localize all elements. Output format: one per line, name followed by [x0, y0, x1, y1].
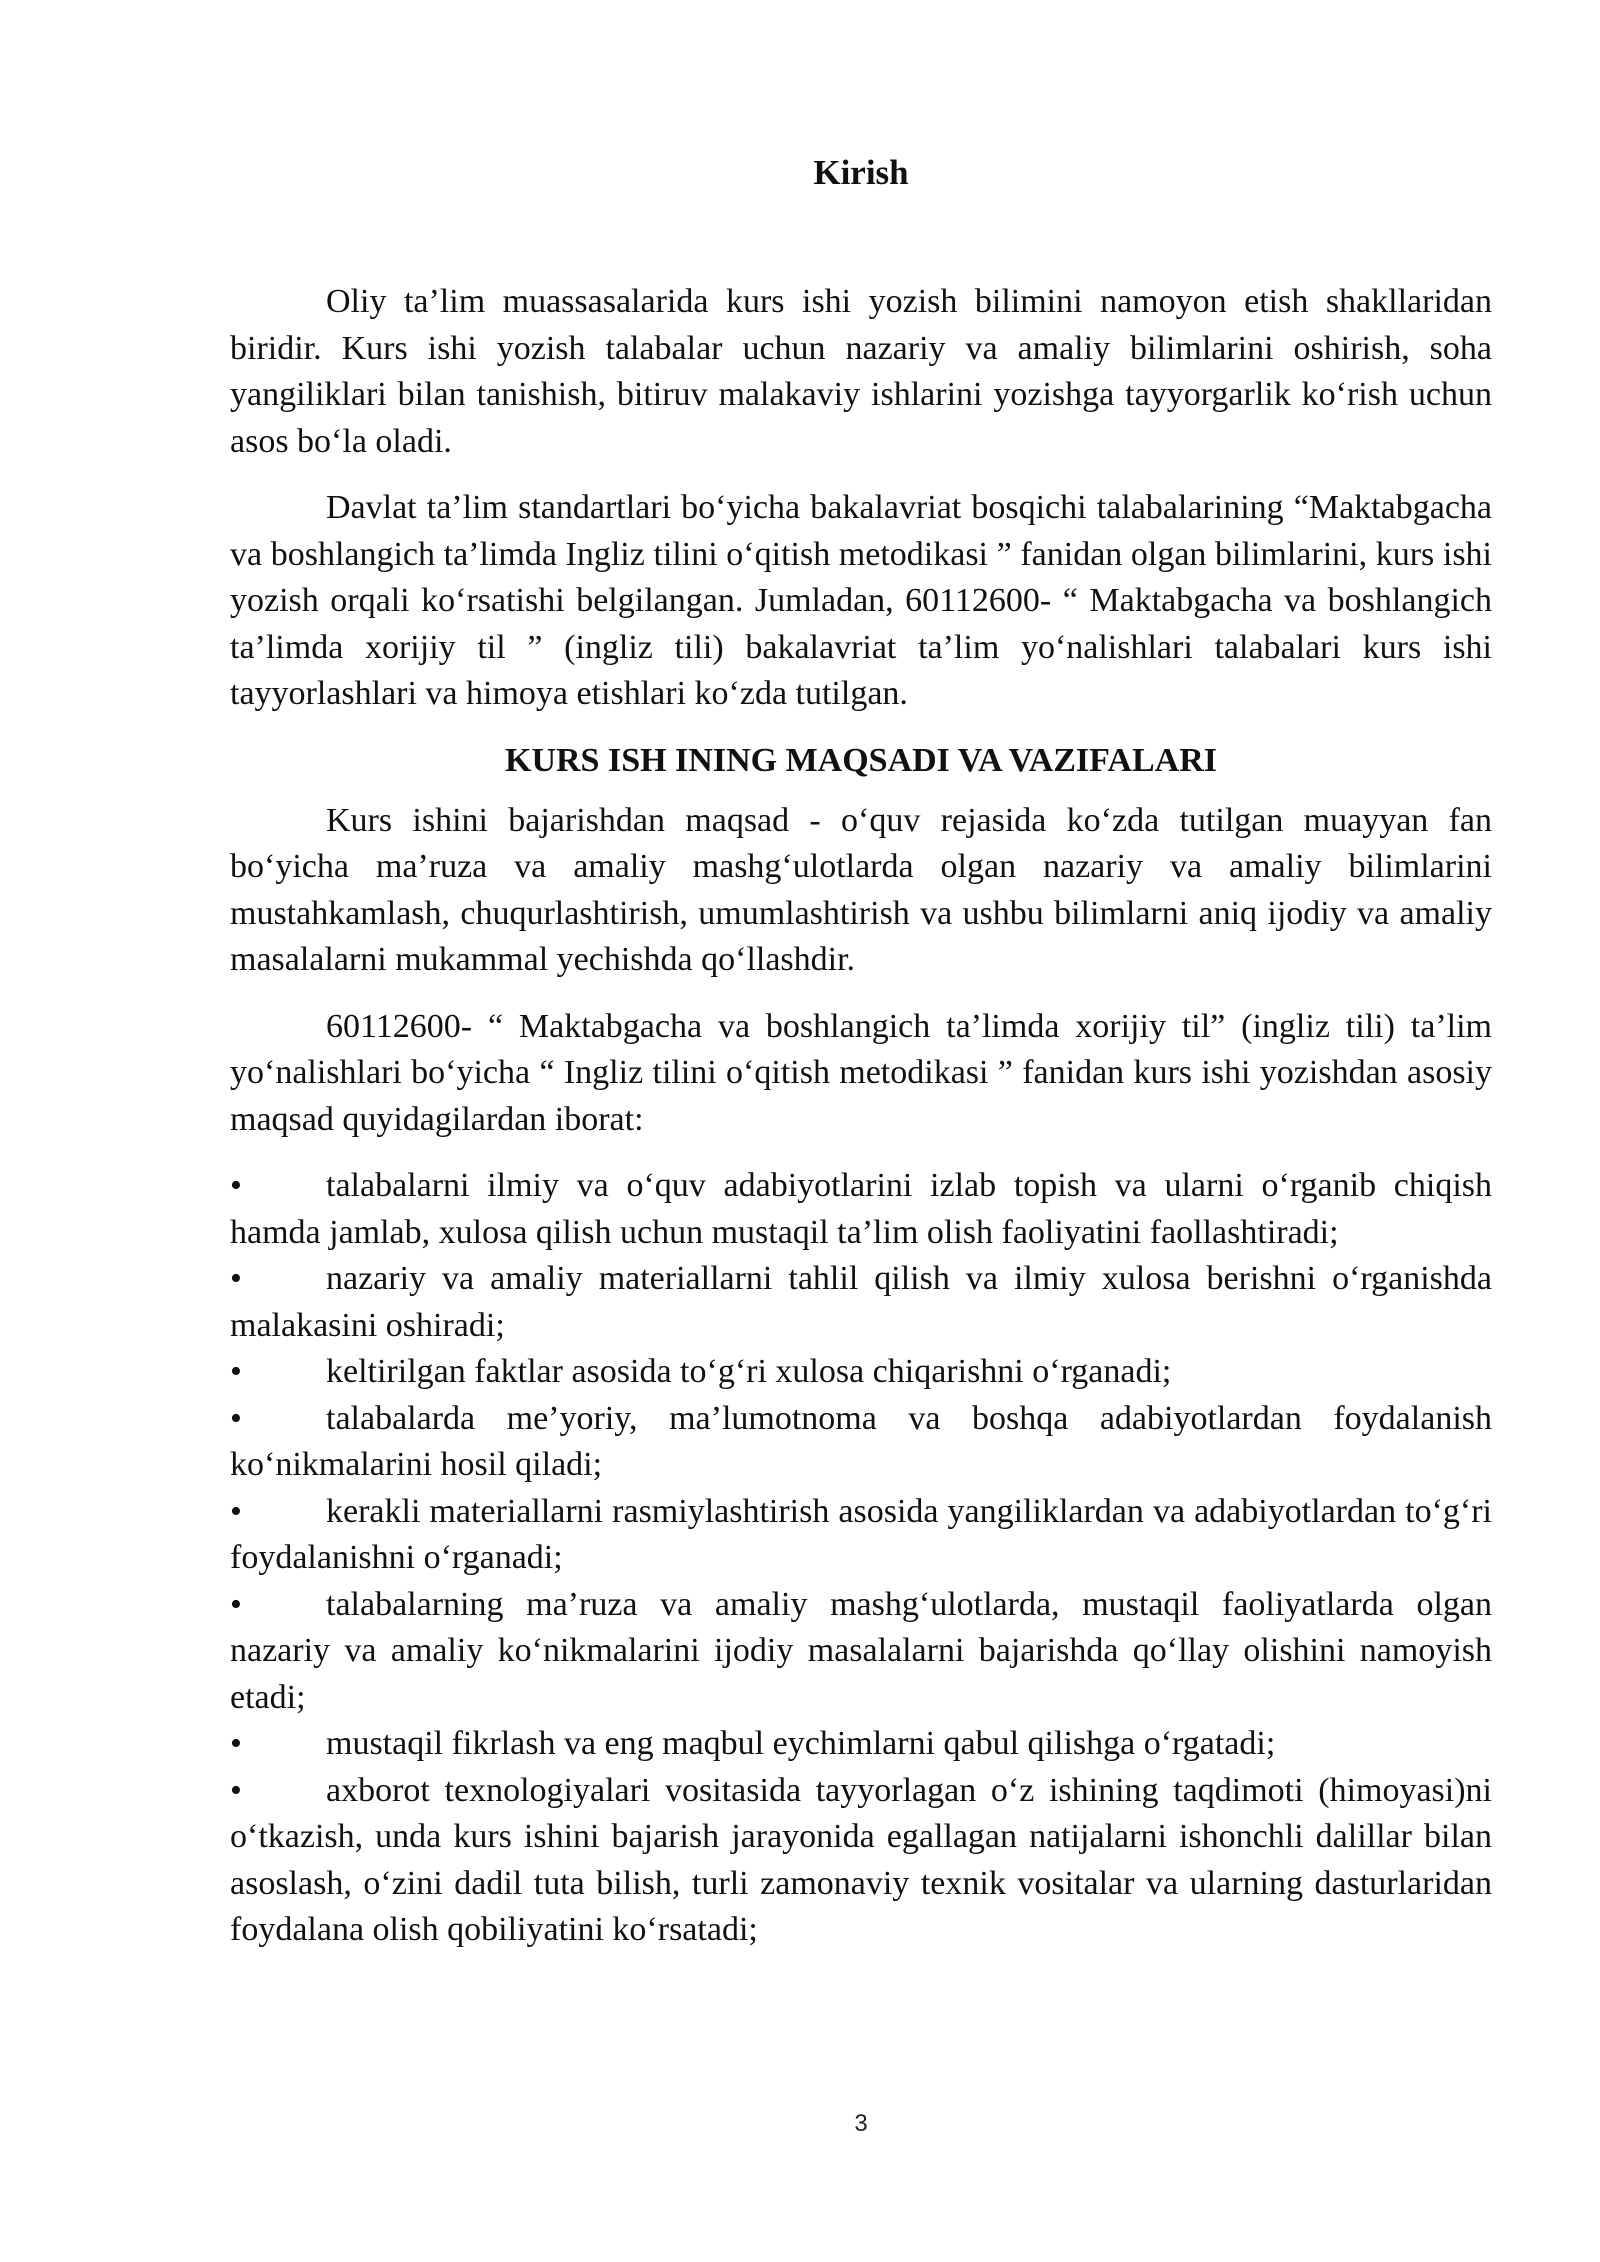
bullet-mark: • — [230, 1492, 242, 1530]
page-title: Kirish — [813, 153, 909, 192]
list-item-text: talabalarni ilmiy va o‘quv adabiyotlarini izlab topish va ularni o‘rganib chiqish hamda jamlab, xulosa qilish uchun mustaqil ta’lim olish faoliyatini faollashtiradi; — [230, 1167, 1492, 1251]
list-item — [230, 1256, 1492, 1349]
bullet-mark: • — [230, 1399, 242, 1437]
intro-paragraph: Davlat ta’lim standartlari bo‘yicha bakalavriat bosqichi talabalarining “Maktabgacha va boshlangich ta’limda Ingliz tilini o‘qitish metodikasi ” fanidan olgan bilimlarini, kurs ishi yozish orqali ko‘rsatishi belgilangan. Jumladan, 60112600- “ Maktabgacha va boshlangich ta’limda xorijiy til ” (ingliz tili) bakalavriat ta’lim yo‘nalishlari talabalari kurs ishi tayyorlashlari va himoya etishlari ko‘zda tutilgan. — [230, 489, 1492, 712]
list-item — [230, 1489, 1492, 1582]
list-item — [230, 1768, 1492, 1954]
intro-paragraph: Oliy ta’lim muassasalarida kurs ishi yozish bilimini namoyon etish shakllaridan biridir. Kurs ishi yozish talabalar uchun nazariy va amaliy bilimlarini oshirish, soha yangiliklari bilan tanishish, bitiruv malakaviy ishlarini yozishga tayyorgarlik ko‘rish uchun asos bo‘la oladi. — [230, 283, 1492, 460]
list-item-text: talabalarning ma’ruza va amaliy mashg‘ulotlarda, mustaqil faoliyatlarda olgan nazariy va amaliy ko‘nikmalarini ijodiy masalalarni bajarishda qo‘llay olishini namoyish etadi; — [230, 1585, 1492, 1716]
list-item — [230, 1349, 1492, 1396]
goals-list — [230, 1163, 1492, 1954]
list-item-text: nazariy va amaliy materiallarni tahlil qilish va ilmiy xulosa berishni o‘rganishda malakasini oshiradi; — [230, 1260, 1492, 1344]
list-item-text: talabalarda me’yoriy, ma’lumotnoma va boshqa adabiyotlardan foydalanish ko‘nikmalarini hosil qiladi; — [230, 1399, 1492, 1483]
bullet-mark: • — [230, 1771, 242, 1809]
list-item-text: mustaqil fikrlash va eng maqbul eychimlarni qabul qilishga o‘rgatadi; — [326, 1725, 1276, 1762]
list-item-text: axborot texnologiyalari vositasida tayyorlagan o‘z ishining taqdimoti (himoyasi)ni o‘tkazish, unda kurs ishini bajarish jarayonida egallagan natijalarni ishonchli dalillar bilan asoslash, o‘zini dadil tuta bilish, turli zamonaviy texnik vositalar va ularning dasturlaridan foydalana olish qobiliyatini ko‘rsatadi; — [230, 1771, 1492, 1948]
list-item — [230, 1582, 1492, 1722]
page-content — [230, 150, 1492, 1954]
bullet-mark: • — [230, 1585, 242, 1623]
page-number: 3 — [854, 2110, 868, 2137]
section-paragraph: 60112600- “ Maktabgacha va boshlangich ta’limda xorijiy til” (ingliz tili) ta’lim yo‘nalishlari bo‘yicha “ Ingliz tilini o‘qitish metodikasi ” fanidan kurs ishi yozishdan asosiy maqsad quyidagilardan iborat: — [230, 1007, 1492, 1138]
bullet-mark: • — [230, 1260, 242, 1297]
list-item — [230, 1163, 1492, 1256]
bullet-mark: • — [230, 1167, 242, 1204]
list-item-text: kerakli materiallarni rasmiylashtirish asosida yangiliklardan va adabiyotlardan to‘g‘ri foydalanishni o‘rganadi; — [230, 1492, 1492, 1576]
list-item — [230, 1721, 1492, 1768]
bullet-mark: • — [230, 1353, 242, 1390]
list-item — [230, 1396, 1492, 1489]
section-paragraph: Kurs ishini bajarishdan maqsad - o‘quv rejasida ko‘zda tutilgan muayyan fan bo‘yicha ma’ruza va amaliy mashg‘ulotlarda olgan nazariy va amaliy bilimlarini mustahkamlash, chuqurlashtirish, umumlashtirish va ushbu bilimlarni aniq ijodiy va amaliy masalalarni mukammal yechishda qo‘llashdir. — [230, 801, 1492, 978]
list-item-text: keltirilgan faktlar asosida to‘g‘ri xulosa chiqarishni o‘rganadi; — [326, 1353, 1172, 1390]
bullet-mark: • — [230, 1725, 242, 1762]
section-heading: KURS ISH INING MAQSADI VA VAZIFALARI — [505, 741, 1217, 779]
